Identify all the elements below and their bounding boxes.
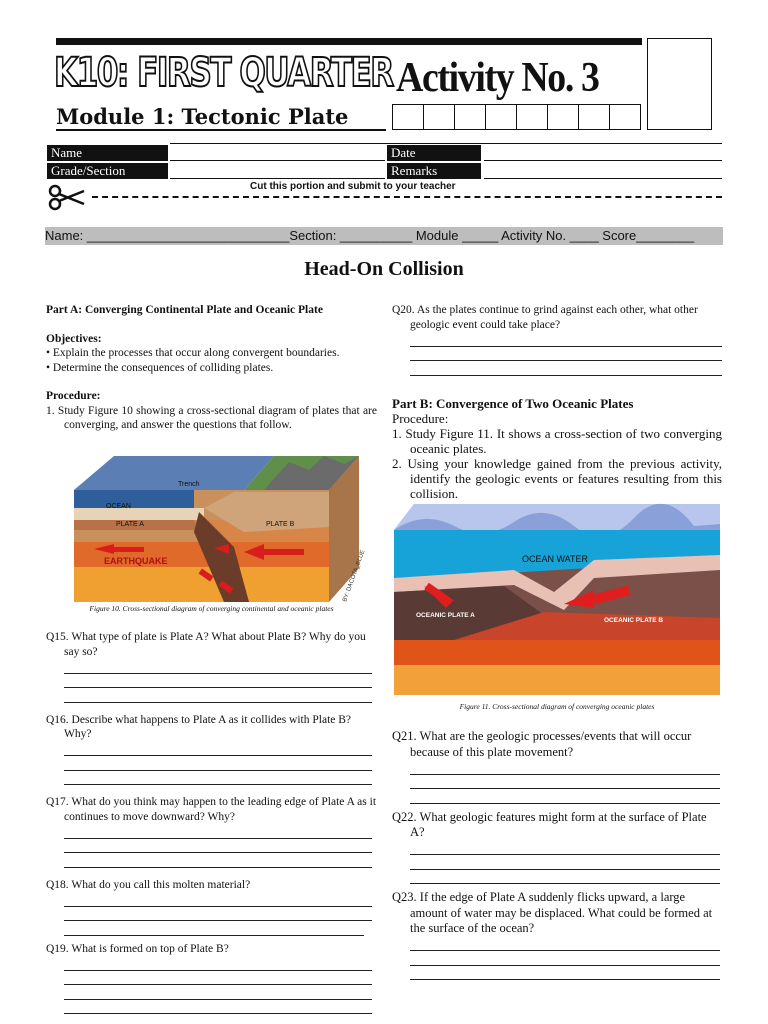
cut-instruction: Cut this portion and submit to your teacher [250, 181, 456, 192]
code-boxes [392, 104, 641, 130]
q23-answer[interactable] [410, 950, 720, 980]
question-q18 [46, 878, 377, 936]
objective-2: • Determine the consequences of colliding plates. [46, 361, 274, 374]
grade-label: Grade/Section [47, 163, 168, 179]
question-q22 [392, 810, 722, 885]
q22-answer[interactable] [410, 854, 720, 884]
question-q17 [46, 795, 377, 868]
page-title: Head-On Collision [304, 258, 464, 280]
date-label: Date [387, 145, 481, 161]
q19-answer[interactable] [64, 970, 372, 1015]
header-bar [56, 38, 642, 45]
question-q21 [392, 729, 722, 804]
module-title: Module 1: Tectonic Plate [56, 104, 349, 129]
q17-text: Q17. What do you think may happen to the leading edge of Plate A as it continues to move downward? Why? [46, 796, 377, 823]
q20-text: Q20. As the plates continue to grind against each other, what other geologic event could take place? [392, 304, 698, 331]
name-label: Name [47, 145, 168, 161]
part-b-heading: Part B: Convergence of Two Oceanic Plates [392, 395, 634, 411]
quarter-title: K10: FIRST QUARTER [54, 50, 393, 96]
objectives-label: Objectives: [46, 332, 102, 345]
q15-text: Q15. What type of plate is Plate A? What about Plate B? Why do you say so? [46, 631, 366, 658]
q16-text: Q16. Describe what happens to Plate A as it collides with Plate B? Why? [46, 713, 352, 740]
grade-field[interactable] [170, 178, 385, 179]
question-q20 [392, 303, 722, 376]
cut-line [92, 196, 722, 198]
q19-text: Q19. What is formed on top of Plate B? [46, 942, 229, 955]
question-q15 [46, 630, 377, 703]
q21-text: Q21. What are the geologic processes/events that will occur because of this plate movement? [392, 729, 692, 759]
name-field[interactable] [170, 160, 385, 161]
figure-10-caption: Figure 10. Cross-sectional diagram of converging continental and oceanic plates [89, 604, 334, 613]
ocean-label: OCEAN [106, 503, 131, 510]
date-field[interactable] [484, 160, 722, 161]
oceanic-plate-a-label: OCEANIC PLATE A [416, 612, 475, 619]
q18-answer[interactable] [64, 906, 372, 936]
procedure-step-1: 1. Study Figure 10 showing a cross-sectional diagram of plates that are converging, and answer the questions that follow. [46, 404, 377, 431]
trench-label: Trench [178, 481, 200, 488]
q18-text: Q18. What do you call this molten material? [46, 878, 251, 891]
remarks-field[interactable] [484, 178, 722, 179]
form-top-line [170, 143, 722, 144]
name-bar: Name: ____________________________Section: __________ Module _____ Activity No. ____ Score________ [45, 227, 723, 245]
score-box[interactable] [647, 38, 712, 130]
q22-text: Q22. What geologic features might form at the surface of Plate A? [392, 809, 707, 839]
part-b-procedure-label: Procedure: [392, 410, 449, 426]
objective-1: • Explain the processes that occur along convergent boundaries. [46, 347, 340, 359]
question-q19 [46, 942, 377, 1015]
q20-answer[interactable] [410, 346, 722, 376]
earthquake-label: EARTHQUAKE [104, 556, 168, 566]
q16-answer[interactable] [64, 755, 372, 785]
question-q23 [392, 890, 722, 980]
right-questions [392, 729, 722, 980]
activity-number: Activity No. 3 [396, 55, 599, 101]
plate-b-label: PLATE B [266, 521, 295, 528]
procedure-label: Procedure: [46, 390, 101, 402]
figure-10-diagram [74, 452, 367, 603]
left-column [46, 303, 377, 433]
oceanic-plate-b-label: OCEANIC PLATE B [604, 617, 664, 624]
left-questions [46, 630, 377, 1014]
q17-answer[interactable] [64, 838, 372, 868]
part-b-step-2: 2. Using your knowledge gained from the previous activity, identify the geologic events or features resulting from this collision. [392, 455, 722, 501]
right-column [392, 303, 722, 501]
q21-answer[interactable] [410, 774, 720, 804]
question-q16 [46, 713, 377, 786]
figure-11-diagram [394, 500, 720, 695]
q15-answer[interactable] [64, 673, 372, 703]
plate-a-label: PLATE A [116, 521, 144, 528]
module-underline [56, 129, 386, 131]
ocean-water-label: OCEAN WATER [522, 554, 589, 564]
credit-label: BY: DACOTA_BLUE [342, 549, 367, 603]
q23-text: Q23. If the edge of Plate A suddenly flicks upward, a large amount of water may be displaced. What could be formed at the surface of the ocean? [392, 890, 713, 935]
part-b-step-1: 1. Study Figure 11. It shows a cross-section of two converging oceanic plates. [392, 425, 722, 456]
part-a-heading: Part A: Converging Continental Plate and Oceanic Plate [46, 304, 323, 316]
scissors-icon [48, 182, 88, 212]
remarks-label: Remarks [387, 163, 481, 179]
figure-11-caption: Figure 11. Cross-sectional diagram of converging oceanic plates [459, 702, 655, 711]
